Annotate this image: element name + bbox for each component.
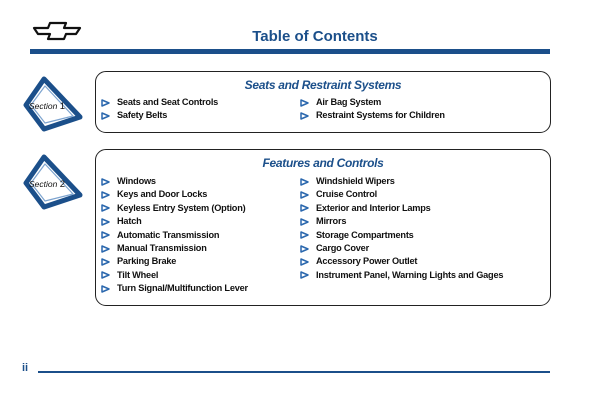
toc-item-label: Cargo Cover xyxy=(316,242,369,253)
section-2-left-list xyxy=(101,175,248,296)
toc-item-label: Mirrors xyxy=(316,216,347,227)
triangle-bullet-icon xyxy=(101,285,110,293)
toc-item-label: Storage Compartments xyxy=(316,229,414,240)
toc-item-label: Parking Brake xyxy=(117,256,177,267)
toc-item[interactable] xyxy=(101,242,248,255)
footer-rule xyxy=(38,371,550,373)
triangle-bullet-icon xyxy=(300,191,309,199)
toc-item-label: Keys and Door Locks xyxy=(117,189,208,200)
section-number: 2 xyxy=(59,179,66,190)
section-1-title[interactable]: Seats and Restraint Systems xyxy=(244,78,402,92)
toc-item-label: Cruise Control xyxy=(316,189,378,200)
toc-item-label: Windows xyxy=(117,176,156,186)
toc-item[interactable] xyxy=(300,215,503,228)
toc-item[interactable] xyxy=(101,269,248,282)
bowtie-logo xyxy=(32,20,82,42)
section-word: Section xyxy=(28,179,58,189)
header-rule xyxy=(30,49,550,54)
toc-item[interactable] xyxy=(101,109,218,122)
toc-item[interactable] xyxy=(101,175,248,188)
triangle-bullet-icon xyxy=(300,204,309,212)
toc-item-label: Instrument Panel, Warning Lights and Gages xyxy=(316,269,504,280)
toc-item-label: Windshield Wipers xyxy=(316,176,395,186)
toc-item-label: Automatic Transmission xyxy=(117,229,220,240)
triangle-bullet-icon xyxy=(101,99,110,107)
toc-item[interactable] xyxy=(101,202,248,215)
toc-item-label: Tilt Wheel xyxy=(117,269,159,280)
triangle-bullet-icon xyxy=(101,178,110,186)
toc-item[interactable] xyxy=(300,188,503,201)
toc-item-label: Seats and Seat Controls xyxy=(117,97,219,107)
toc-item-label: Restraint Systems for Children xyxy=(316,110,445,121)
toc-item-label: Accessory Power Outlet xyxy=(316,256,418,267)
triangle-bullet-icon xyxy=(101,204,110,212)
section-2-box xyxy=(95,149,551,306)
triangle-bullet-icon xyxy=(300,245,309,253)
section-label xyxy=(22,179,72,190)
toc-item[interactable] xyxy=(300,269,503,282)
page-title: Table of Contents xyxy=(252,28,378,45)
section-number: 1 xyxy=(59,101,66,112)
toc-item-label: Air Bag System xyxy=(316,97,382,107)
triangle-bullet-icon xyxy=(101,258,110,266)
triangle-bullet-icon xyxy=(300,218,309,226)
toc-item[interactable] xyxy=(300,255,503,268)
toc-item-label: Safety Belts xyxy=(117,110,168,121)
triangle-bullet-icon xyxy=(101,218,110,226)
toc-item-label: Manual Transmission xyxy=(117,242,207,253)
section-1-tab[interactable] xyxy=(22,73,88,139)
triangle-bullet-icon xyxy=(300,112,309,120)
triangle-bullet-icon xyxy=(300,258,309,266)
toc-item[interactable] xyxy=(101,96,218,109)
toc-item[interactable] xyxy=(300,96,445,109)
toc-item-label: Keyless Entry System (Option) xyxy=(117,202,246,213)
section-2-right-list xyxy=(300,175,503,282)
triangle-bullet-icon xyxy=(101,112,110,120)
toc-item[interactable] xyxy=(101,255,248,268)
page-number: ii xyxy=(22,362,29,374)
section-1-right-list xyxy=(300,96,445,123)
section-1-box xyxy=(95,71,551,133)
toc-item[interactable] xyxy=(101,229,248,242)
toc-item[interactable] xyxy=(300,242,503,255)
section-2-tab[interactable] xyxy=(22,151,88,217)
triangle-bullet-icon xyxy=(101,245,110,253)
toc-item-label: Turn Signal/Multifunction Lever xyxy=(117,283,248,294)
toc-item[interactable] xyxy=(300,202,503,215)
toc-item-label: Hatch xyxy=(117,216,142,227)
triangle-bullet-icon xyxy=(101,271,110,279)
toc-item[interactable] xyxy=(300,175,503,188)
section-1-left-list xyxy=(101,96,218,123)
section-label xyxy=(22,101,72,112)
triangle-bullet-icon xyxy=(300,178,309,186)
section-word: Section xyxy=(28,101,58,111)
toc-item-label: Exterior and Interior Lamps xyxy=(316,202,431,213)
triangle-bullet-icon xyxy=(101,231,110,239)
triangle-bullet-icon xyxy=(300,231,309,239)
triangle-bullet-icon xyxy=(101,191,110,199)
triangle-bullet-icon xyxy=(300,271,309,279)
section-2-title[interactable]: Features and Controls xyxy=(262,156,384,170)
toc-item[interactable] xyxy=(300,109,445,122)
toc-item[interactable] xyxy=(300,229,503,242)
toc-item[interactable] xyxy=(101,188,248,201)
toc-item[interactable] xyxy=(101,215,248,228)
triangle-bullet-icon xyxy=(300,99,309,107)
toc-item[interactable] xyxy=(101,282,248,295)
